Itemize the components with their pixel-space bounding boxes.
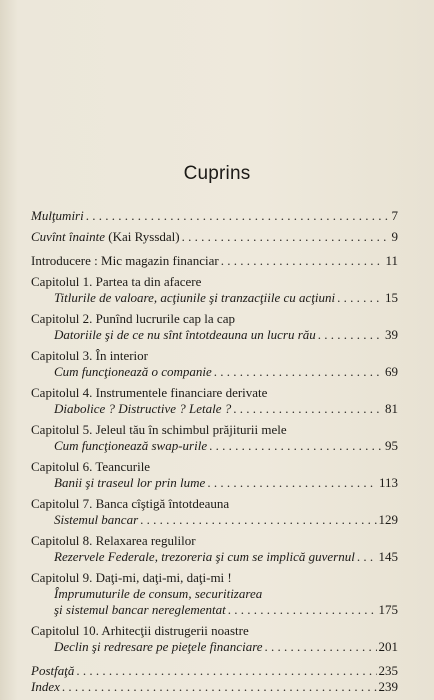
chapter-heading: Capitolul 6. Teancurile	[31, 459, 151, 474]
toc-entry-multumiri[interactable]: Mulţumiri . . . 7	[31, 208, 398, 224]
chapter-heading: Capitolul 2. Punînd lucrurile cap la cap	[31, 311, 235, 326]
dot-leader	[140, 512, 376, 528]
dot-leader	[62, 679, 377, 695]
toc-entry-postfata[interactable]: Postfaţă . . . 235	[31, 663, 398, 679]
dot-leader	[209, 438, 383, 454]
chapter-heading: Capitolul 1. Partea ta din afacere	[31, 274, 202, 289]
chapter-subtitle: Datoriile şi de ce nu sînt întotdeauna un lucru rău	[54, 327, 316, 342]
chapter-subtitle: Sistemul bancar	[54, 512, 139, 527]
toc-entry-cuvint-inainte[interactable]: Cuvînt înainte (Kai Ryssdal) . . . 9	[31, 229, 398, 245]
chapter-subtitle: Cum funcţionează swap-urile	[54, 438, 208, 453]
chapter-subtitle: Împrumuturile de consum, securitizarea	[54, 586, 263, 601]
dot-leader	[214, 364, 383, 380]
chapter-heading: Capitolul 4. Instrumentele financiare derivate	[31, 385, 268, 400]
dot-leader	[221, 253, 384, 269]
table-of-contents	[31, 208, 398, 695]
page-number: 239	[378, 679, 398, 694]
page-number: 15	[385, 290, 398, 305]
toc-chapter-10[interactable]	[31, 623, 398, 655]
chapter-subtitle: Cum funcţionează o companie	[54, 364, 212, 379]
page-number: 11	[385, 253, 398, 268]
page-number: 129	[378, 512, 398, 527]
dot-leader	[265, 639, 377, 655]
page-number: 175	[378, 602, 398, 617]
chapter-subtitle: Diabolice ? Distructive ? Letale ?	[54, 401, 232, 416]
toc-chapter-7[interactable]	[31, 496, 398, 528]
dot-leader	[357, 549, 377, 565]
dot-leader	[233, 401, 383, 417]
toc-chapter-8[interactable]	[31, 533, 398, 565]
page-number: 69	[385, 364, 398, 379]
dot-leader	[228, 602, 377, 618]
dot-leader	[337, 290, 383, 306]
chapter-heading: Capitolul 8. Relaxarea regulilor	[31, 533, 196, 548]
chapter-subtitle-cont: şi sistemul bancar nereglementat	[54, 602, 226, 617]
page-title: Cuprins	[183, 163, 251, 184]
chapter-subtitle: Titlurile de valoare, acţiunile şi tranzacţiile cu acţiuni	[54, 290, 336, 305]
chapter-heading: Capitolul 9. Daţi-mi, daţi-mi, daţi-mi !	[31, 570, 232, 585]
chapter-heading: Capitolul 7. Banca cîştigă întotdeauna	[31, 496, 230, 511]
dot-leader	[86, 208, 390, 224]
page-number: 7	[391, 208, 398, 223]
page-number: 9	[391, 229, 398, 244]
page-number: 235	[378, 663, 398, 678]
chapter-subtitle: Declin şi redresare pe pieţele financiare	[54, 639, 263, 654]
toc-chapter-3[interactable]	[31, 348, 398, 380]
toc-entry-introducere[interactable]: Introducere : Mic magazin financiar . . . 11	[31, 253, 398, 269]
toc-chapter-9[interactable]	[31, 570, 398, 618]
page-number: 201	[378, 639, 398, 654]
page-number: 81	[385, 401, 398, 416]
chapter-heading: Capitolul 10. Arhitecţii distrugerii noastre	[31, 623, 249, 638]
dot-leader	[76, 663, 376, 679]
chapter-heading: Capitolul 5. Jeleul tău în schimbul prăjiturii mele	[31, 422, 287, 437]
toc-entry-index[interactable]: Index . . . 239	[31, 679, 398, 695]
toc-chapter-5[interactable]	[31, 422, 398, 454]
page-number: 145	[378, 549, 398, 564]
chapter-subtitle: Rezervele Federale, trezoreria şi cum se implică guvernul	[54, 549, 355, 564]
page-number: 95	[385, 438, 398, 453]
dot-leader	[318, 327, 383, 343]
toc-chapter-6[interactable]	[31, 459, 398, 491]
page-number: 113	[378, 475, 398, 490]
chapter-subtitle: Banii şi traseul lor prin lume	[54, 475, 206, 490]
page-number: 39	[385, 327, 398, 342]
dot-leader	[207, 475, 377, 491]
toc-chapter-2[interactable]	[31, 311, 398, 343]
chapter-heading: Capitolul 3. În interior	[31, 348, 148, 363]
toc-chapter-1[interactable]	[31, 274, 398, 306]
toc-chapter-4[interactable]	[31, 385, 398, 417]
dot-leader	[182, 229, 390, 245]
